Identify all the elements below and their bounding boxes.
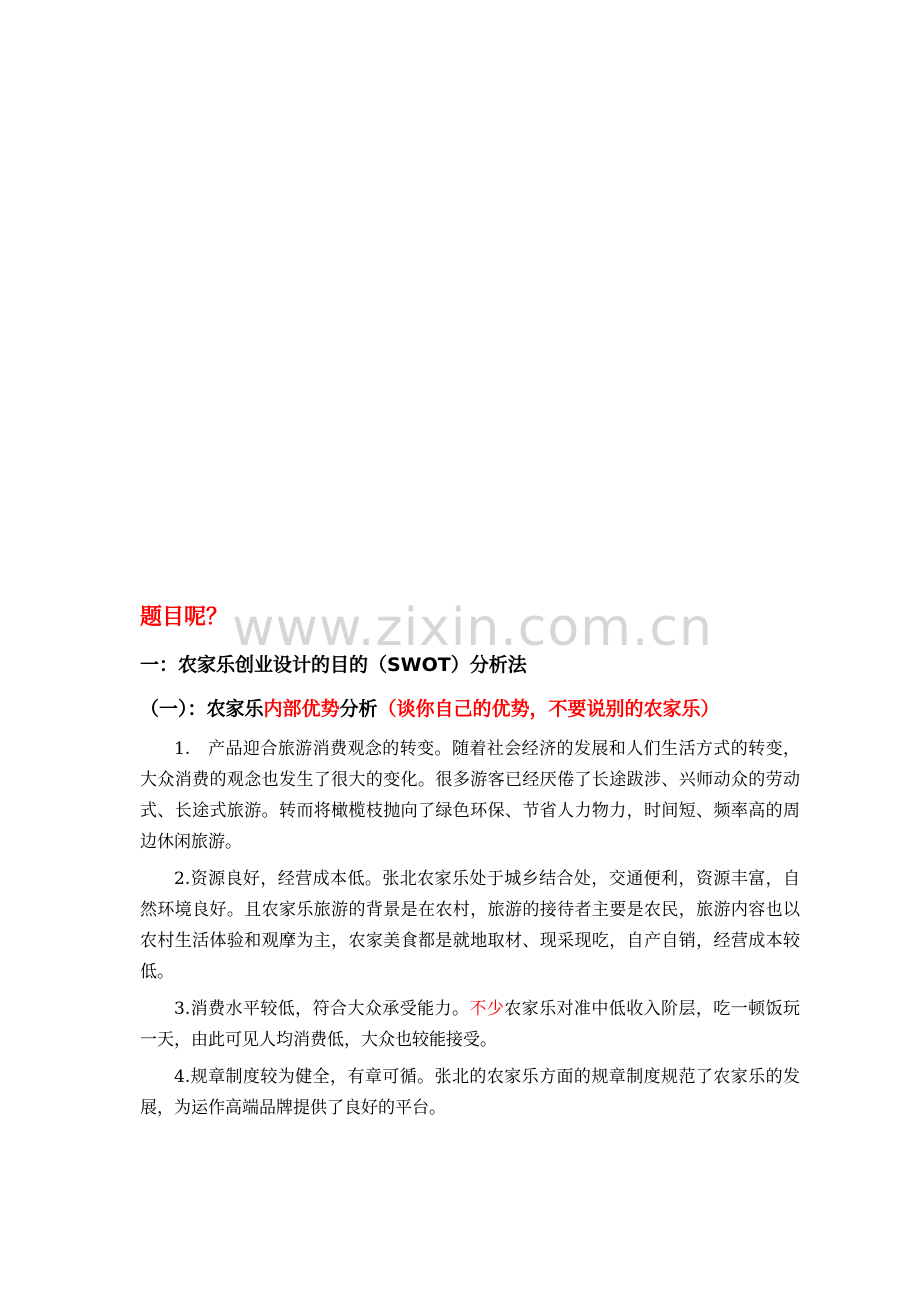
paragraph-3 xyxy=(140,994,800,1056)
subsection-heading-mid: 分析 xyxy=(339,698,378,720)
subsection-heading xyxy=(140,694,800,724)
document-body xyxy=(140,598,800,1124)
paragraph-3-after: 农家乐对准中低收入阶层，吃一顿饭玩一天，由此可见人均消费低，大众也较能接受。 xyxy=(140,999,800,1050)
section-heading: 一：农家乐创业设计的目的（SWOT）分析法 xyxy=(140,654,527,676)
paragraph-1: 1. 产品迎合旅游消费观念的转变。随着社会经济的发展和人们生活方式的转变，大众消费的观念也发生了很大的变化。很多游客已经厌倦了长途跋涉、兴师动众的劳动式、长途式旅游。转而将橄榄枝抛向了绿色环保、节省人力物力，时间短、频率高的周边休闲旅游。 xyxy=(140,739,800,852)
watermark-text: www.zixin.com.cn xyxy=(232,598,713,658)
paragraph-4: 4.规章制度较为健全，有章可循。张北的农家乐方面的规章制度规范了农家乐的发展，为运作高端品牌提供了良好的平台。 xyxy=(140,1067,800,1118)
paragraph-2: 2.资源良好，经营成本低。张北农家乐处于城乡结合处，交通便利，资源丰富，自然环境良好。且农家乐旅游的背景是在农村，旅游的接待者主要是农民，旅游内容也以农村生活体验和观摩为主，农家美食都是就地取材、现采现吃，自产自销，经营成本较低。 xyxy=(140,869,800,982)
subsection-heading-note: （谈你自己的优势，不要说别的农家乐） xyxy=(377,698,720,720)
paragraph-3-highlight: 不少 xyxy=(469,999,505,1019)
subsection-heading-highlight: 内部优势 xyxy=(263,698,340,720)
question-title: 题目呢？ xyxy=(140,605,229,630)
subsection-heading-prefix: （一）：农家乐 xyxy=(140,698,264,720)
paragraph-3-before: 3.消费水平较低，符合大众承受能力。 xyxy=(174,999,470,1019)
